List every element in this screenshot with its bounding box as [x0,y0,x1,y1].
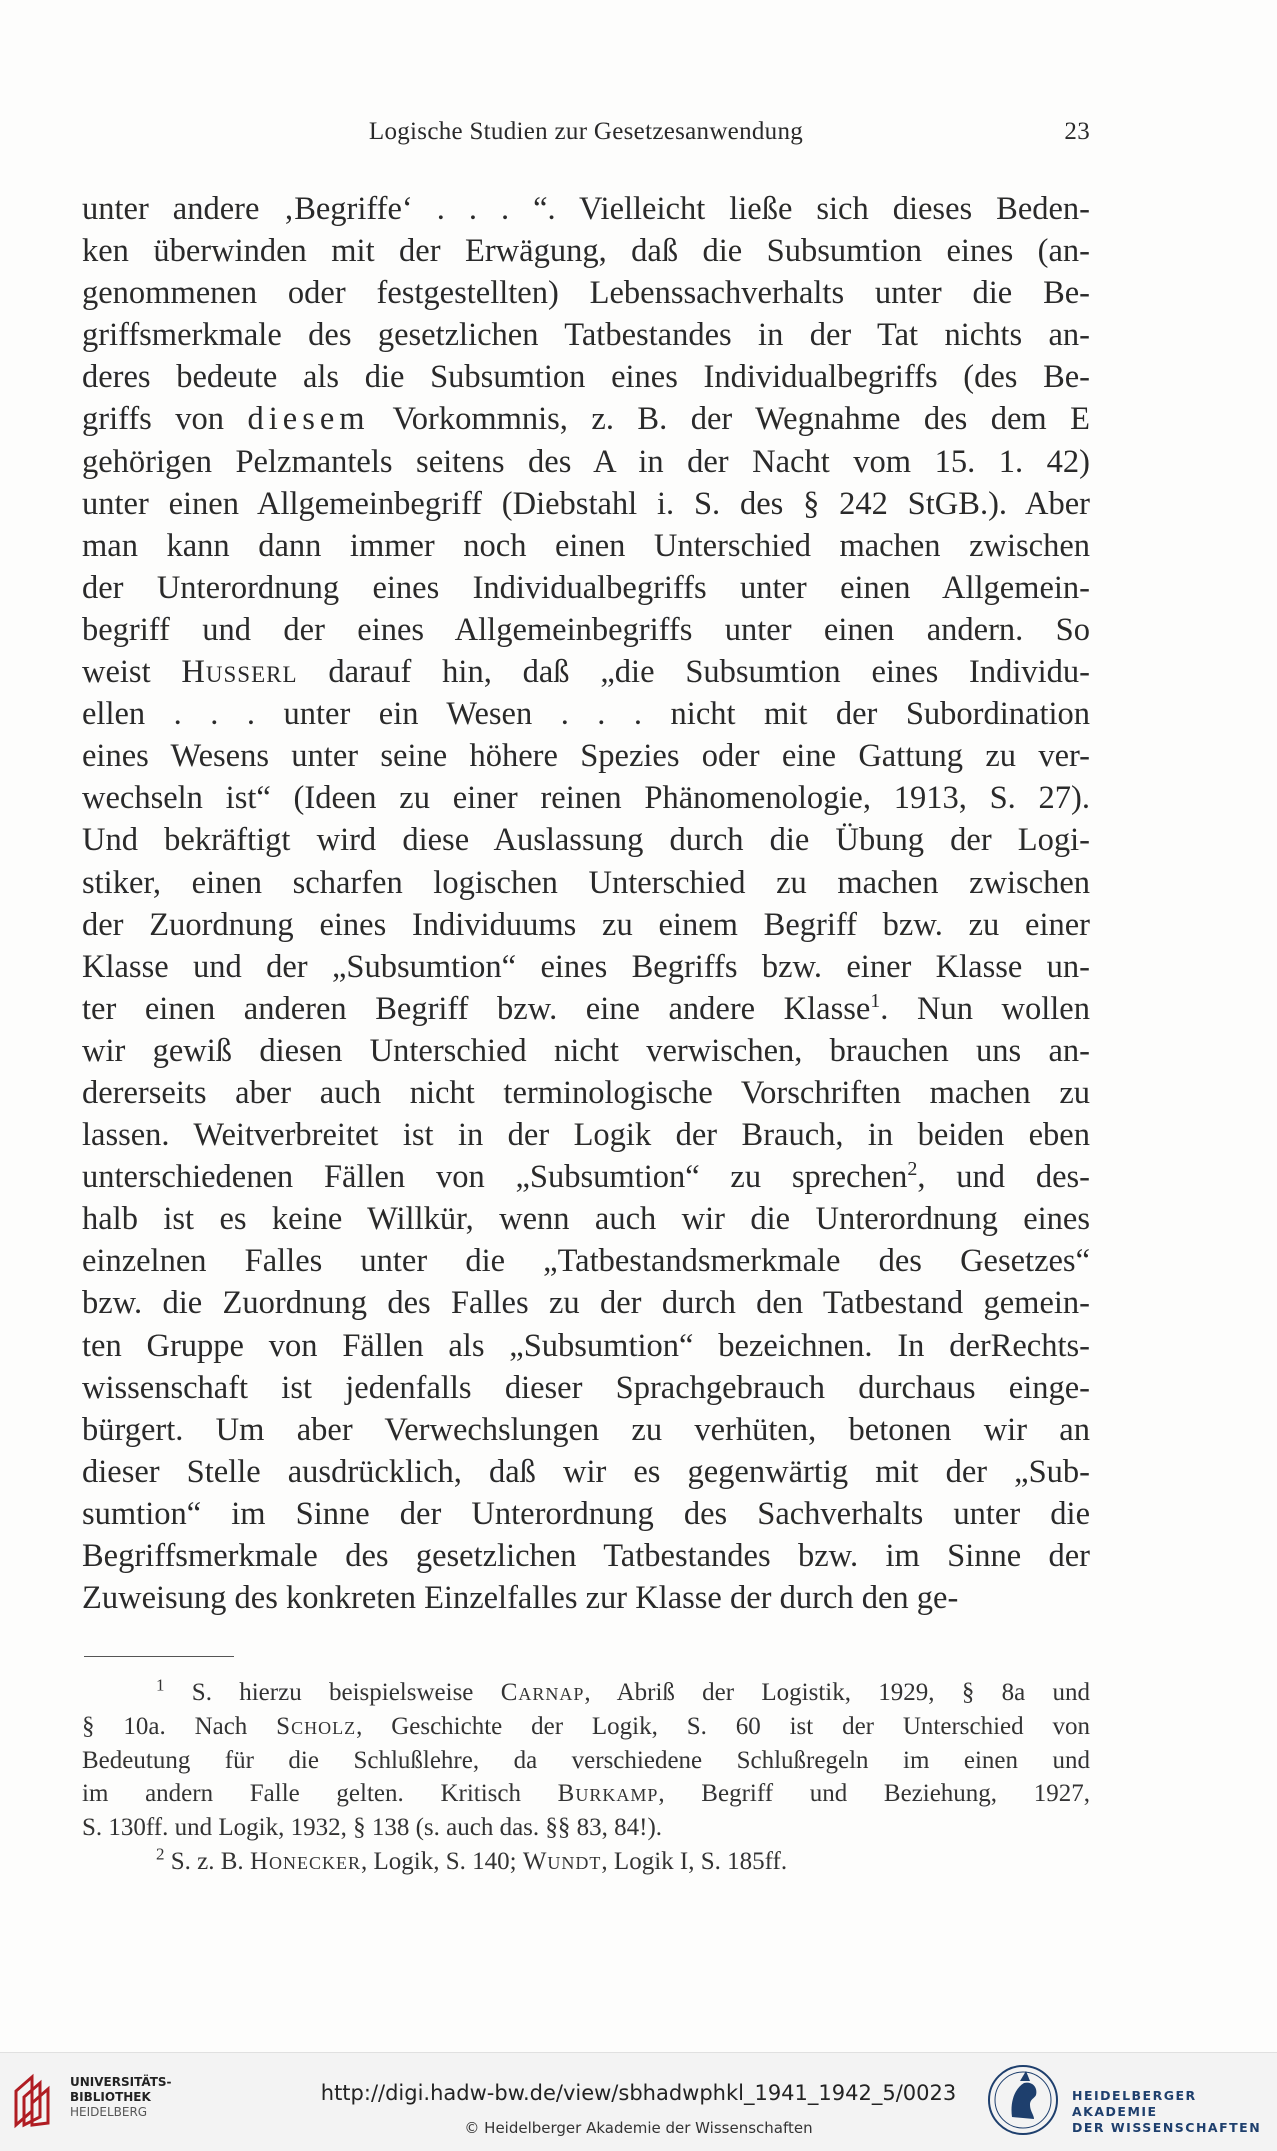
text-line: eines Wesens unter seine höhere Spezies oder eine Gattung zu ver- [82,738,1090,775]
author-name: Wundt [522,1847,602,1875]
footnote-line: S. 130ff. und Logik, 1932, § 138 (s. auch das. §§ 83, 84!). [82,1814,663,1842]
author-name: Carnap [500,1679,585,1706]
text-line: deres bedeute als die Subsumtion eines Individualbegriffs (des Be- [82,359,1090,396]
running-title: Logische Studien zur Gesetzesanwendung [368,118,804,145]
text-line: begriff und der eines Allgemeinbegriffs unter einen andern. So [82,611,1090,648]
text-line: ten Gruppe von Fällen als „Subsumtion“ bezeichnen. In derRechts- [82,1327,1090,1364]
footnote-line [82,1710,1090,1744]
text-run: im andern Falle gelten. Kritisch [82,1780,558,1808]
footnote-line [82,1676,1090,1710]
library-line-3: HEIDELBERG [70,2105,148,2119]
footnote-marker: 1 [156,1675,165,1695]
text-run: . Nun wollen [880,990,1090,1027]
viewer-footer [0,2052,1277,2151]
footnote-line [82,1777,1090,1811]
text-line: halb ist es keine Willkür, wenn auch wir die Unterordnung eines [82,1201,1090,1238]
library-line-1: UNIVERSITÄTS- [70,2075,172,2089]
text-line: stiker, einen scharfen logischen Unterschied zu machen zwischen [82,864,1090,901]
footnote-marker: 1 [870,989,881,1012]
text-line: bürgert. Um aber Verwechslungen zu verhüten, betonen wir an [82,1411,1090,1448]
text-line [82,398,1090,440]
text-run: Vorkommnis, z. B. der Wegnahme des dem E [369,401,1091,438]
text-line: Klasse und der „Subsumtion“ eines Begriffs bzw. einer Klasse un- [82,948,1090,985]
text-line: griffsmerkmale des gesetzlichen Tatbestandes in der Tat nichts an- [82,317,1090,354]
author-name: Honecker [249,1847,361,1875]
footnote-line: Bedeutung für die Schlußlehre, da verschiedene Schlußregeln im einen und [82,1746,1090,1774]
text-line [82,1156,1090,1198]
academy-line-2: DER WISSENSCHAFTEN [1072,2120,1262,2135]
text-run: S. z. B. [164,1847,250,1875]
copyright-notice: © Heidelberger Akademie der Wissenschaften [464,2119,813,2137]
library-line-2: BIBLIOTHEK [70,2090,151,2104]
text-run: S. hierzu beispielsweise [164,1679,501,1706]
running-header [82,118,1090,158]
text-line: der Unterordnung eines Individualbegriffs unter einen Allgemein- [82,569,1090,606]
text-line: Begriffsmerkmale des gesetzlichen Tatbestandes bzw. im Sinne der [82,1538,1090,1574]
text-run: ter einen anderen Begriff bzw. eine andere Klasse [82,990,871,1027]
text-line: bzw. die Zuordnung des Falles zu der durch den Tatbestand gemein- [82,1285,1090,1322]
text-run: , und des- [917,1159,1090,1196]
text-run: § 10a. Nach [82,1712,277,1740]
minerva-seal-icon [986,2063,1060,2137]
text-run: , Begriff und Beziehung, 1927, [658,1780,1090,1808]
text-line: dieser Stelle ausdrücklich, daß wir es gegenwärtig mit der „Sub- [82,1453,1090,1490]
footnotes [82,1676,1090,1879]
text-run: darauf hin, daß „die Subsumtion eines Individu- [297,654,1090,691]
author-name: Husserl [181,654,298,691]
text-run: , Abriß der Logistik, 1929, § 8a und [584,1679,1090,1706]
text-line: einzelnen Falles unter die „Tatbestandsmerkmale des Gesetzes“ [82,1243,1090,1280]
text-run: unterschiedenen Fällen von „Subsumtion“ zu sprechen [82,1159,908,1196]
author-name: Scholz [276,1712,357,1740]
body-text [82,188,1090,1619]
text-line: Und bekräftigt wird diese Auslassung durch die Übung der Logi- [82,822,1090,859]
text-line [82,988,1090,1030]
footnote-marker: 2 [156,1844,165,1864]
text-line: dererseits aber auch nicht terminologische Vorschriften machen zu [82,1074,1090,1111]
text-line: der Zuordnung eines Individuums zu einem Begriff bzw. zu einer [82,906,1090,943]
emphasis: diesem [247,401,370,438]
text-line: wir gewiß diesen Unterschied nicht verwischen, brauchen uns an- [82,1032,1090,1069]
text-run: griffs von [82,401,248,438]
text-run: , Logik, S. 140; [361,1847,523,1875]
text-line: unter einen Allgemeinbegriff (Diebstahl i. S. des § 242 StGB.). Aber [82,485,1090,522]
text-line: sumtion“ im Sinne der Unterordnung des Sachverhalts unter die [82,1495,1090,1532]
text-run: weist [82,654,182,691]
text-run: , Logik I, S. 185ff. [601,1847,788,1875]
academy-name [1072,2088,1277,2136]
text-line [82,651,1090,693]
page-number: 23 [1064,118,1090,145]
text-line: wechseln ist“ (Ideen zu einer reinen Phänomenologie, 1913, S. 27). [82,780,1090,817]
text-run: , Geschichte der Logik, S. 60 ist der Unterschied von [356,1712,1090,1740]
text-line: unter andere ‚Begriffe‘ . . . “. Vielleicht ließe sich dieses Beden- [82,191,1090,227]
footnote-line [82,1845,1090,1879]
text-line: genommenen oder festgestellten) Lebenssachverhalts unter die Be- [82,275,1090,312]
text-line: wissenschaft ist jedenfalls dieser Sprachgebrauch durchaus einge- [82,1369,1090,1406]
text-line: man kann dann immer noch einen Unterschied machen zwischen [82,527,1090,564]
text-line: ellen . . . unter ein Wesen . . . nicht mit der Subordination [82,696,1090,733]
author-name: Burkamp [557,1780,659,1808]
text-line: gehörigen Pelzmantels seitens des A in der Nacht vom 15. 1. 42) [82,443,1090,480]
footnote-marker: 2 [907,1158,918,1181]
permalink-url[interactable]: http://digi.hadw-bw.de/view/sbhadwphkl_1941_1942_5/0023 [320,2081,957,2105]
text-line: lassen. Weitverbreitet ist in der Logik der Brauch, in beiden eben [82,1117,1090,1154]
academy-line-1: HEIDELBERGER AKADEMIE [1072,2088,1197,2119]
text-line: Zuweisung des konkreten Einzelfalles zur Klasse der durch den ge- [82,1580,959,1617]
footnote-divider [84,1656,234,1657]
text-line: ken überwinden mit der Erwägung, daß die Subsumtion eines (an- [82,233,1090,270]
